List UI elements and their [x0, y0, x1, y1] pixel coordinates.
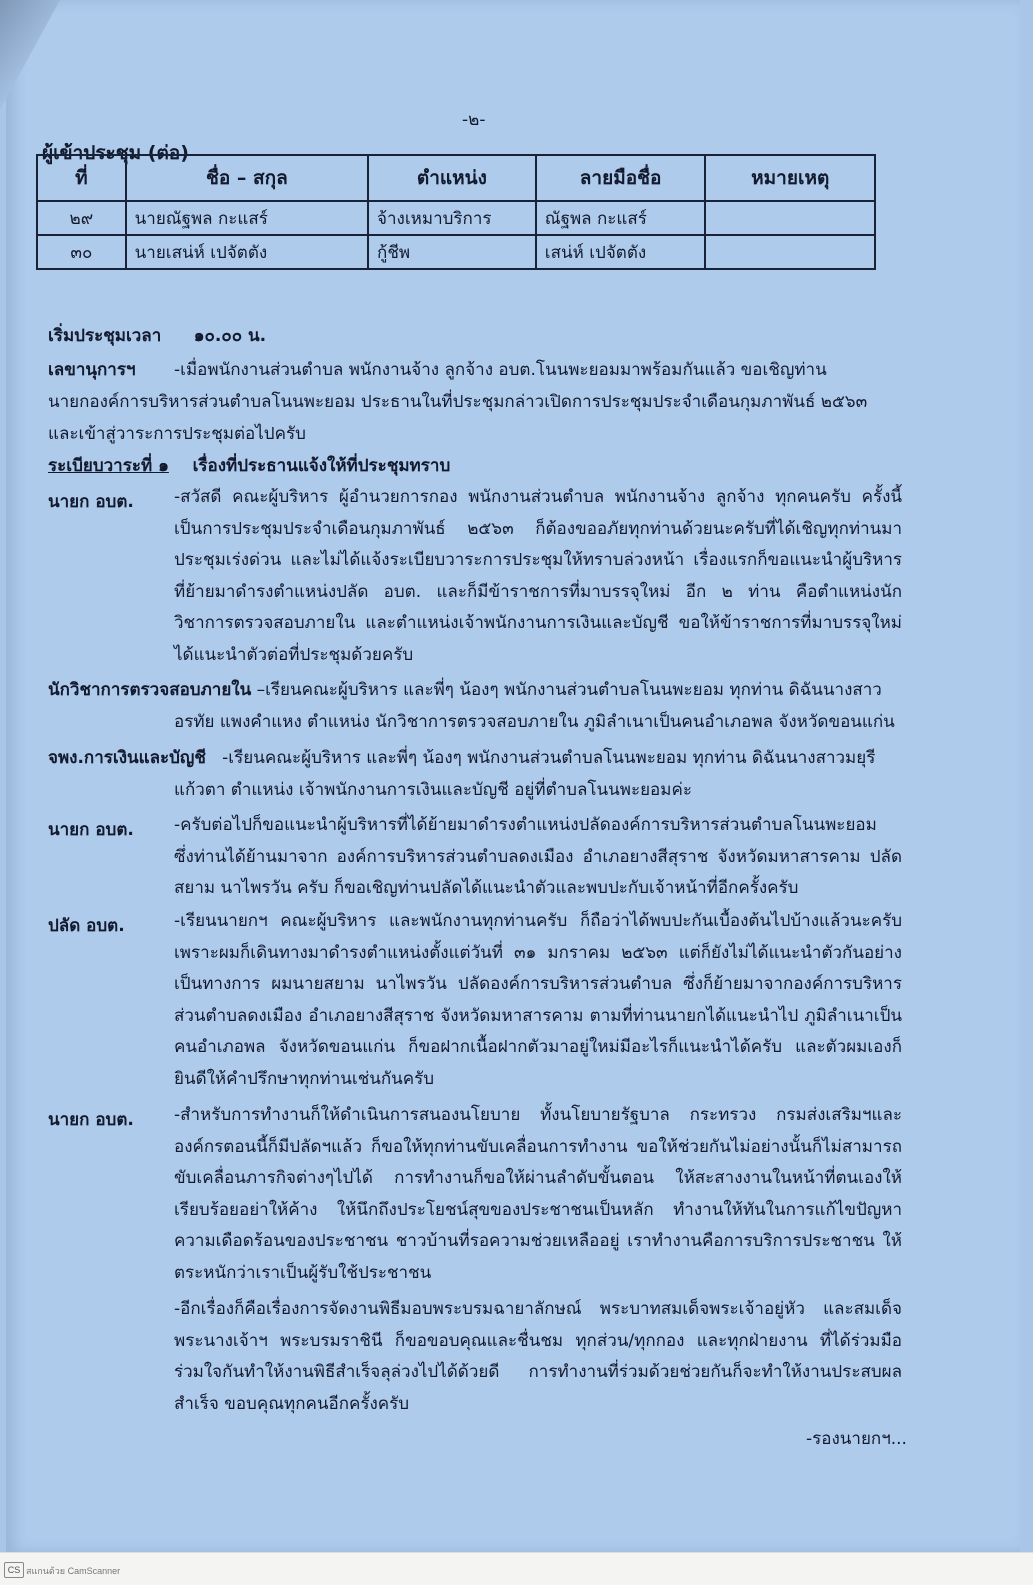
cell-signature: เสน่ห์ เปจัตตัง	[536, 235, 706, 269]
cell-signature: ณัฐพล กะแสร์	[536, 201, 706, 235]
table-row	[37, 201, 875, 235]
agenda-1-label: ระเบียบวาระที่ ๑	[48, 456, 169, 476]
cell-name: นายณัฐพล กะแสร์	[126, 201, 368, 235]
table-row	[37, 235, 875, 269]
speaker-mayor-2: นายก อบต.	[48, 820, 134, 840]
camscanner-logo: CS	[4, 1562, 24, 1578]
auditor-text-1: –เรียนคณะผู้บริหาร และพี่ๆ น้องๆ พนักงานส่วนตำบลโนนพะยอม ทุกท่าน ดิฉันนางสาว	[256, 680, 882, 700]
cell-name: นายเสน่ห์ เปจัตตัง	[126, 235, 368, 269]
deputy-text: -เรียนนายกฯ คณะผู้บริหาร และพนักงานทุกท่านครับ ก็ถือว่าได้พบปะกันเบื้องต้นไปบ้างแล้วนะครับ เพราะผมก็เดินทางมาดำรงตำแหน่งตั้งแต่วันที่ ๓๑ มกราคม ๒๕๖๓ แต่ก็ยังไม่ได้แนะนำตัวกันอย่างเป็นทางการ ผมนายสยาม นาไพรวัน ปลัดองค์การบริหารส่วนตำบล ซึ่งก็ย้ายมาจากองค์การบริหารส่วนตำบลดงเมือง อำเภอยางสีสุราช จังหวัดมหาสารคาม ตามที่ท่านนายกได้แนะนำไป ภูมิลำเนาเป็นคนอำเภอพล จังหวัดขอนแก่น ก็ขอฝากเนื้อฝากตัวมาอยู่ใหม่มีอะไรก็แนะนำได้ครับ และตัวผมเองก็ยินดีให้คำปรึกษาทุกท่านเช่นกันครับ	[174, 911, 902, 1089]
secretary-line-2: นายกองค์การบริหารส่วนตำบลโนนพะยอม ประธานในที่ประชุมกล่าวเปิดการประชุมประจำเดือนกุมภาพันธ์ ๒๕๖๓	[48, 392, 868, 412]
agenda-1-title: เรื่องที่ประธานแจ้งให้ที่ประชุมทราบ	[192, 456, 451, 476]
mayor-3-text-1: -สำหรับการทำงานก็ให้ดำเนินการสนองนโยบาย ทั้งนโยบายรัฐบาล กระทรวง กรมส่งเสริมฯและองค์กรตอนนี้ก็มีปลัดฯแล้ว ก็ขอให้ทุกท่านขับเคลื่อนการทำงาน ขอให้ช่วยกันไม่อย่างนั้นก็ไม่สามารถขับเคลื่อนภารกิจต่างๆไปได้ การทำงานก็ขอให้ผ่านลำดับขั้นตอน ให้สะสางงานในหน้าที่ตนเองให้เรียบร้อยอย่าให้ค้าง ให้นึกถึงประโยชน์สุขของประชาชนเป็นหลัก ทำงานให้ทันในการแก้ไขปัญหาความเดือดร้อนของประชาชน ชาวบ้านที่รอความช่วยเหลืออยู่ เราทำงานคือการบริการประชาชน ให้ตระหนักว่าเราเป็นผู้รับใช้ประชาชน	[174, 1105, 902, 1283]
auditor-line-2: อรทัย แพงคำแหง ตำแหน่ง นักวิชาการตรวจสอบภายใน ภูมิลำเนาเป็นคนอำเภอพล จังหวัดขอนแก่น	[174, 712, 895, 732]
start-time-value: ๑๐.๐๐ น.	[193, 326, 267, 346]
header-no: ที่	[37, 155, 126, 201]
mayor-3-text-2: -อีกเรื่องก็คือเรื่องการจัดงานพิธีมอบพระบรมฉายาลักษณ์ พระบาทสมเด็จพระเจ้าอยู่หัว และสมเด็จพระนางเจ้าฯ พระบรมราชินี ก็ขอขอบคุณและชื่นชม ทุกส่วน/ทุกกอง และทุกฝ่ายงาน ที่ได้ร่วมมือร่วมใจกันทำให้งานพิธีสำเร็จลุล่วงไปได้ด้วยดี การทำงานที่ร่วมด้วยช่วยกันก็จะทำให้งานประสบผลสำเร็จ ขอบคุณทุกคนอีกครั้งครับ	[174, 1299, 902, 1414]
table-header-row	[37, 155, 875, 201]
cell-position: จ้างเหมาบริการ	[368, 201, 536, 235]
header-signature: ลายมือชื่อ	[536, 155, 706, 201]
speaker-deputy: ปลัด อบต.	[48, 916, 125, 936]
speaker-mayor-1: นายก อบต.	[48, 492, 134, 512]
cell-no: ๓๐	[37, 235, 126, 269]
page-number: -๒-	[462, 110, 486, 130]
attendees-caption: ผู้เข้าประชุม (ต่อ)	[42, 142, 189, 164]
agenda-1-line	[48, 452, 450, 479]
scanner-footer	[0, 1552, 1033, 1585]
header-remark: หมายเหตุ	[705, 155, 875, 201]
mayor-2-text: -ครับต่อไปก็ขอแนะนำผู้บริหารที่ได้ย้ายมาดำรงตำแหน่งปลัดองค์การบริหารส่วนตำบลโนนพะยอม ซึ่งท่านได้ย้านมาจาก องค์การบริหารส่วนตำบลดงเมือง อำเภอยางสีสุราช จังหวัดมหาสารคาม ปลัด สยาม นาไพรวัน ครับ ก็ขอเชิญท่านปลัดได้แนะนำตัวและพบปะกับเจ้าหน้าที่อีกครั้งครับ	[174, 815, 902, 898]
secretary-line-3: และเข้าสู่วาระการประชุมต่อไปครับ	[48, 424, 306, 444]
speaker-secretary: เลขานุการฯ	[48, 360, 136, 380]
cell-remark	[705, 235, 875, 269]
mayor-1-text: -สวัสดี คณะผู้บริหาร ผู้อำนวยการกอง พนักงานส่วนตำบล พนักงานจ้าง ลูกจ้าง ทุกคนครับ ครั้งนี้เป็นการประชุมประจำเดือนกุมภาพันธ์ ๒๕๖๓ ก็ต้องขออภัยทุกท่านด้วยนะครับที่ได้เชิญทุกท่านมาประชุมเร่งด่วน และไม่ได้แจ้งระเบียบวาระการประชุมให้ทราบล่วงหน้า เรื่องแรกก็ขอแนะนำผู้บริหารที่ย้ายมาดำรงตำแหน่งปลัด อบต. และก็มีข้าราชการที่มาบรรจุใหม่ อีก ๒ ท่าน คือตำแหน่งนักวิชาการตรวจสอบภายใน และตำแหน่งเจ้าพนักงานการเงินและบัญชี ขอให้ข้าราชการที่มาบรรจุใหม่ได้แนะนำตัวต่อที่ประชุมด้วยครับ	[174, 487, 902, 665]
finance-text-1: -เรียนคณะผู้บริหาร และพี่ๆ น้องๆ พนักงานส่วนตำบลโนนพะยอม ทุกท่าน ดิฉันนางสาวมยุรี	[222, 748, 876, 768]
header-position: ตำแหน่ง	[368, 155, 536, 201]
header-name: ชื่อ – สกุล	[126, 155, 368, 201]
start-time-label: เริ่มประชุมเวลา	[48, 326, 162, 346]
speaker-mayor-3: นายก อบต.	[48, 1110, 134, 1130]
attendees-table	[36, 154, 876, 270]
speaker-finance: จพง.การเงินและบัญชี	[48, 748, 206, 768]
auditor-line-1	[48, 676, 882, 703]
cell-no: ๒๙	[37, 201, 126, 235]
cell-remark	[705, 201, 875, 235]
cell-position: กู้ชีพ	[368, 235, 536, 269]
start-time-line	[48, 322, 266, 349]
continued-marker: -รองนายกฯ...	[806, 1429, 907, 1449]
speaker-auditor: นักวิชาการตรวจสอบภายใน	[48, 680, 252, 700]
finance-line-1	[48, 744, 875, 771]
finance-line-2: แก้วตา ตำแหน่ง เจ้าพนักงานการเงินและบัญชี อยู่ที่ตำบลโนนพะยอมค่ะ	[174, 780, 692, 800]
secretary-line-1: -เมื่อพนักงานส่วนตำบล พนักงานจ้าง ลูกจ้าง อบต.โนนพะยอมมาพร้อมกันแล้ว ขอเชิญท่าน	[174, 360, 827, 380]
camscanner-text: สแกนด้วย CamScanner	[26, 1566, 121, 1576]
